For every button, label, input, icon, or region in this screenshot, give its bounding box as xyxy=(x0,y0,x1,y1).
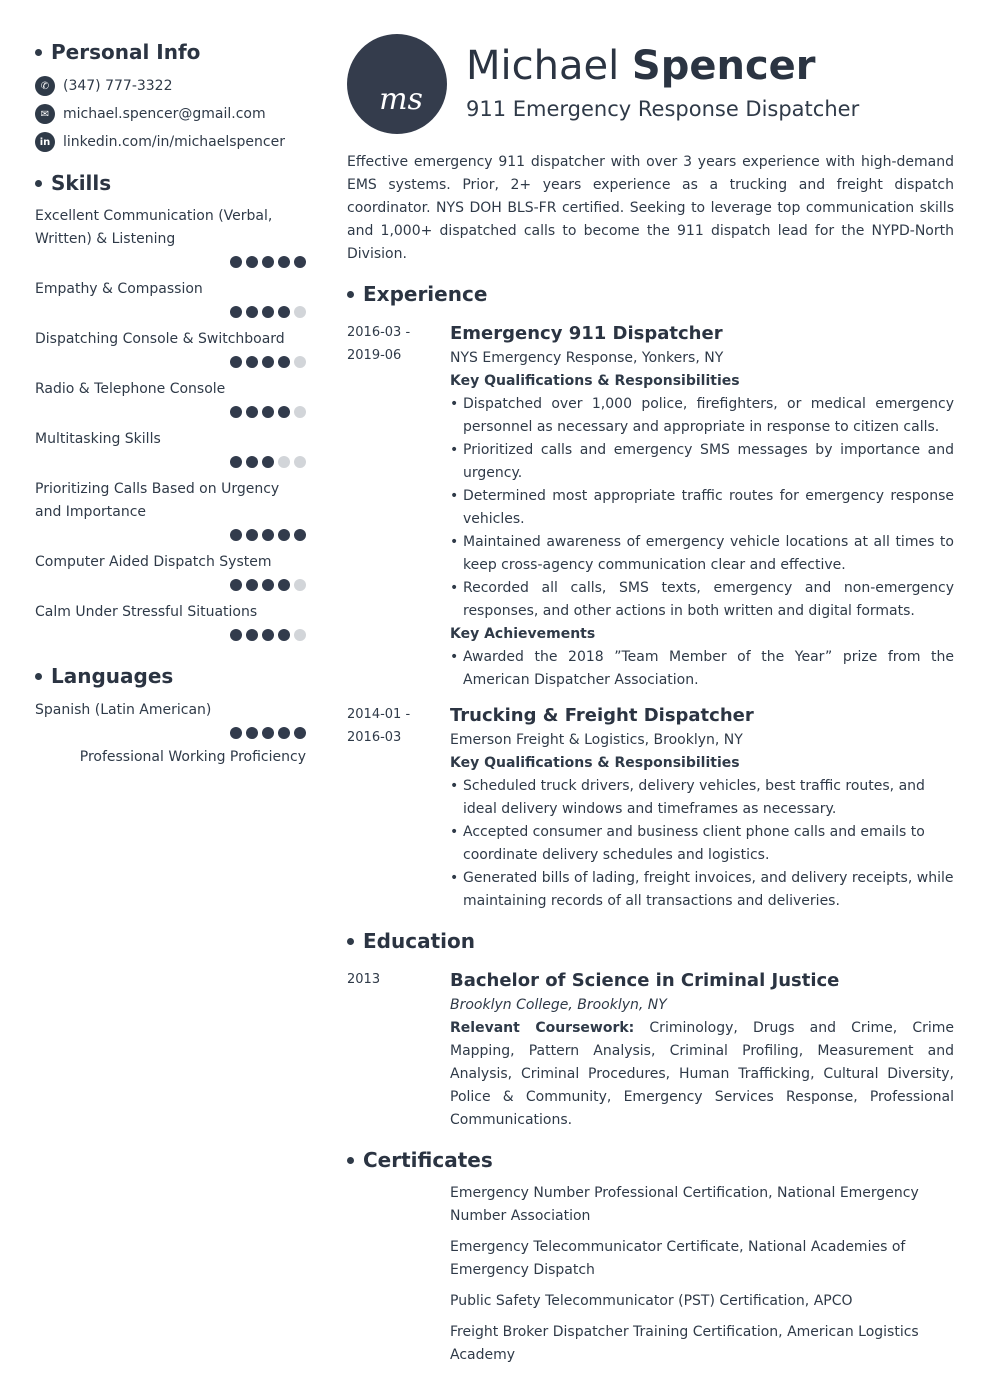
skill-item xyxy=(35,478,306,542)
empty-dot-icon xyxy=(294,629,306,641)
list-item: • Scheduled truck drivers, delivery vehicles, best traffic routes, and ideal delivery windows and timeframes as necessary. xyxy=(450,775,954,821)
empty-dot-icon xyxy=(294,306,306,318)
list-item: • Determined most appropriate traffic routes for emergency response vehicles. xyxy=(450,485,954,531)
personal-info-heading: Personal Info xyxy=(35,38,306,66)
skill-name: Computer Aided Dispatch System xyxy=(35,554,272,570)
filled-dot-icon xyxy=(230,356,242,368)
filled-dot-icon xyxy=(230,256,242,268)
skill-name: Excellent Communication (Verbal, Written) & Listening xyxy=(35,208,273,247)
certificate-item: Emergency Number Professional Certification, National Emergency Number Association xyxy=(450,1185,919,1224)
coursework xyxy=(450,1017,954,1132)
skill-item xyxy=(35,278,306,319)
certificate-item: Freight Broker Dispatcher Training Certification, American Logistics Academy xyxy=(450,1324,919,1363)
language-item xyxy=(35,699,306,769)
filled-dot-icon xyxy=(246,629,258,641)
filled-dot-icon xyxy=(230,456,242,468)
filled-dot-icon xyxy=(294,529,306,541)
experience-heading: Experience xyxy=(347,280,954,308)
responsibilities-list xyxy=(450,393,954,623)
responsibilities-label: Key Qualifications & Responsibilities xyxy=(450,373,740,389)
skill-item xyxy=(35,205,306,269)
certificate-item: Public Safety Telecommunicator (PST) Certification, APCO xyxy=(450,1293,853,1309)
filled-dot-icon xyxy=(278,629,290,641)
email-icon: ✉ xyxy=(35,104,55,124)
language-level xyxy=(35,727,306,740)
list-item: • Recorded all calls, SMS texts, emergency and non-emergency responses, and other actions in both written and digital formats. xyxy=(450,577,954,623)
name-block xyxy=(466,40,859,124)
filled-dot-icon xyxy=(230,406,242,418)
empty-dot-icon xyxy=(294,406,306,418)
list-item: • Dispatched over 1,000 police, firefighters, or medical emergency personnel as necessary and appropriate in response to citizen calls. xyxy=(450,393,954,439)
filled-dot-icon xyxy=(262,256,274,268)
empty-dot-icon xyxy=(294,356,306,368)
skill-name: Prioritizing Calls Based on Urgency and Importance xyxy=(35,481,280,520)
certificate-item: Emergency Telecommunicator Certificate, National Academies of Emergency Dispatch xyxy=(450,1239,906,1278)
empty-dot-icon xyxy=(294,456,306,468)
skill-name: Calm Under Stressful Situations xyxy=(35,604,258,620)
main-content xyxy=(347,34,954,1367)
certificates-list xyxy=(347,1182,954,1367)
degree: Bachelor of Science in Criminal Justice xyxy=(450,970,840,991)
filled-dot-icon xyxy=(262,306,274,318)
achievements-label: Key Achievements xyxy=(450,626,596,642)
list-item: • Prioritized calls and emergency SMS messages by importance and urgency. xyxy=(450,439,954,485)
filled-dot-icon xyxy=(246,727,258,739)
school: Brooklyn College, Brooklyn, NY xyxy=(450,997,667,1013)
skill-item xyxy=(35,601,306,642)
filled-dot-icon xyxy=(262,579,274,591)
skill-name: Radio & Telephone Console xyxy=(35,381,226,397)
filled-dot-icon xyxy=(246,356,258,368)
responsibilities-label: Key Qualifications & Responsibilities xyxy=(450,755,740,771)
employer: Emerson Freight & Logistics, Brooklyn, NY xyxy=(450,732,743,748)
filled-dot-icon xyxy=(230,727,242,739)
empty-dot-icon xyxy=(294,579,306,591)
skill-level xyxy=(35,356,306,369)
languages-heading: Languages xyxy=(35,662,306,690)
bullet-icon xyxy=(347,938,354,945)
filled-dot-icon xyxy=(262,727,274,739)
filled-dot-icon xyxy=(262,529,274,541)
filled-dot-icon xyxy=(294,727,306,739)
job-date: 2014-01 - 2016-03 xyxy=(347,707,411,745)
skill-item xyxy=(35,551,306,592)
empty-dot-icon xyxy=(278,456,290,468)
filled-dot-icon xyxy=(262,406,274,418)
linkedin-contact[interactable] xyxy=(35,128,306,156)
filled-dot-icon xyxy=(294,256,306,268)
list-item: • Generated bills of lading, freight invoices, and delivery receipts, while maintaining records of all transactions and deliveries. xyxy=(450,867,954,913)
phone-text: (347) 777-3322 xyxy=(63,78,173,94)
filled-dot-icon xyxy=(262,456,274,468)
education-entry xyxy=(347,968,954,1132)
filled-dot-icon xyxy=(278,356,290,368)
filled-dot-icon xyxy=(262,629,274,641)
list-item: • Maintained awareness of emergency vehicle locations at all times to keep cross-agency communication clear and effective. xyxy=(450,531,954,577)
filled-dot-icon xyxy=(230,529,242,541)
full-name xyxy=(466,40,859,92)
responsibilities-list xyxy=(450,775,954,913)
job-entry xyxy=(347,703,954,913)
filled-dot-icon xyxy=(278,256,290,268)
bullet-icon xyxy=(35,673,42,680)
skills-list xyxy=(35,205,306,642)
linkedin-text[interactable]: linkedin.com/in/michaelspencer xyxy=(63,134,285,150)
skill-item xyxy=(35,428,306,469)
sidebar xyxy=(35,38,306,769)
filled-dot-icon xyxy=(246,406,258,418)
employer: NYS Emergency Response, Yonkers, NY xyxy=(450,350,724,366)
filled-dot-icon xyxy=(278,406,290,418)
skills-heading: Skills xyxy=(35,169,306,197)
first-name: Michael xyxy=(466,43,620,89)
skill-level xyxy=(35,256,306,269)
coursework-label: Relevant Coursework: xyxy=(450,1020,635,1036)
summary: Effective emergency 911 dispatcher with over 3 years experience with high-demand EMS systems. Prior, 2+ years experience as a trucking and freight dispatch coordinator. NYS DOH BLS-FR certified. Seeking to leverage top communication skills and 1,000+ dispatched calls to become the 911 dispatch lead for the NYPD-North Division. xyxy=(347,154,954,262)
filled-dot-icon xyxy=(246,456,258,468)
list-item: • Accepted consumer and business client phone calls and emails to coordinate delivery schedules and logistics. xyxy=(450,821,954,867)
list-item: • Awarded the 2018 ”Team Member of the Year” prize from the American Dispatcher Association. xyxy=(450,646,954,692)
skill-name: Dispatching Console & Switchboard xyxy=(35,331,285,347)
skill-item xyxy=(35,378,306,419)
certificates-heading: Certificates xyxy=(347,1146,954,1174)
bullet-icon xyxy=(347,291,354,298)
filled-dot-icon xyxy=(230,306,242,318)
education-heading: Education xyxy=(347,927,954,955)
language-proficiency: Professional Working Proficiency xyxy=(79,749,306,765)
filled-dot-icon xyxy=(246,579,258,591)
skill-level xyxy=(35,456,306,469)
phone-icon: ✆ xyxy=(35,76,55,96)
job-title: 911 Emergency Response Dispatcher xyxy=(466,97,860,121)
resume-header xyxy=(347,34,954,142)
job-entry xyxy=(347,321,954,692)
filled-dot-icon xyxy=(230,629,242,641)
bullet-icon xyxy=(347,1157,354,1164)
filled-dot-icon xyxy=(278,306,290,318)
filled-dot-icon xyxy=(246,256,258,268)
email-contact[interactable] xyxy=(35,100,306,128)
skill-level xyxy=(35,406,306,419)
filled-dot-icon xyxy=(278,727,290,739)
coursework-text: Criminology, Drugs and Crime, Crime Mapping, Pattern Analysis, Criminal Profiling, Measurement and Analysis, Criminal Procedures, Human Trafficking, Cultural Diversity, Police & Community, Emergency Services Response, Professional Communications. xyxy=(450,1020,954,1128)
job-date: 2016-03 - 2019-06 xyxy=(347,325,411,363)
last-name: Spencer xyxy=(631,43,816,89)
phone-contact xyxy=(35,72,306,100)
skill-level xyxy=(35,306,306,319)
skill-level xyxy=(35,629,306,642)
skill-name: Empathy & Compassion xyxy=(35,281,203,297)
skill-name: Multitasking Skills xyxy=(35,431,161,447)
skill-level xyxy=(35,579,306,592)
filled-dot-icon xyxy=(262,356,274,368)
linkedin-icon: in xyxy=(35,132,55,152)
bullet-icon xyxy=(35,180,42,187)
skill-item xyxy=(35,328,306,369)
education-date: 2013 xyxy=(347,972,381,987)
email-text[interactable]: michael.spencer@gmail.com xyxy=(63,106,266,122)
filled-dot-icon xyxy=(230,579,242,591)
job-title: Trucking & Freight Dispatcher xyxy=(450,705,754,726)
filled-dot-icon xyxy=(278,529,290,541)
job-title: Emergency 911 Dispatcher xyxy=(450,323,723,344)
monogram-avatar: ms xyxy=(347,34,447,134)
bullet-icon xyxy=(35,49,42,56)
filled-dot-icon xyxy=(246,306,258,318)
achievements-list xyxy=(450,646,954,692)
language-name: Spanish (Latin American) xyxy=(35,702,212,718)
filled-dot-icon xyxy=(246,529,258,541)
filled-dot-icon xyxy=(278,579,290,591)
skill-level xyxy=(35,529,306,542)
